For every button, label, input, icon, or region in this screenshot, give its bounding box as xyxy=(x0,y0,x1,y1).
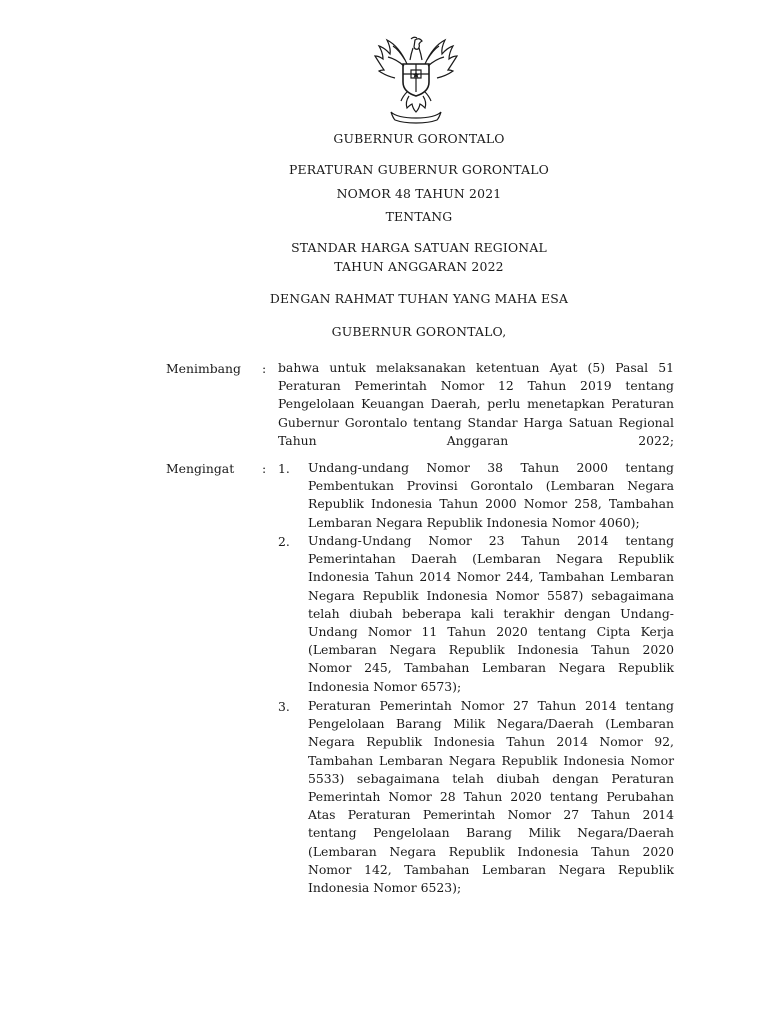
regulation-number: NOMOR 48 TAHUN 2021 xyxy=(336,186,502,201)
mengingat-label: Mengingat xyxy=(166,461,235,476)
menimbang-label: Menimbang xyxy=(166,361,241,376)
authority: GUBERNUR GORONTALO, xyxy=(331,324,507,339)
menimbang-text: bahwa untuk melaksanakan ketentuan Ayat (5) Pasal 51 Peraturan Pemerintah Nomor 12 Tahun 2019 tentang Pengelolaan Keuangan Daerah, perlu menetapkan Peraturan Gubernur Gorontalo tentang Standar Harga Satuan Regional Tahun Anggaran 2022; xyxy=(278,360,674,448)
menimbang-colon: : xyxy=(262,361,267,376)
list-item-number: 3. xyxy=(278,699,290,714)
list-item-number: 2. xyxy=(278,534,290,549)
list-item: Undang-Undang Nomor 23 Tahun 2014 tentang Pemerintahan Daerah (Lembaran Negara Republik Indonesia Tahun 2014 Nomor 244, Tambahan Lembaran Negara Republik Indonesia Nomor 5587) sebagaimana telah diubah beberapa kali terakhir dengan Undang-Undang Nomor 11 Tahun 2020 tentang Cipta Kerja (Lembaran Negara Republik Indonesia Tahun 2020 Nomor 245, Tambahan Lembaran Negara Republik Indonesia Nomor 6573); xyxy=(308,533,674,694)
regulation-title: PERATURAN GUBERNUR GORONTALO xyxy=(288,162,550,177)
issuer-title: GUBERNUR GORONTALO xyxy=(333,131,505,146)
subject-line-1: STANDAR HARGA SATUAN REGIONAL xyxy=(291,240,547,255)
garuda-emblem-icon xyxy=(371,34,461,126)
list-item: Undang-undang Nomor 38 Tahun 2000 tentang Pembentukan Provinsi Gorontalo (Lembaran Negara Republik Indonesia Tahun 2000 Nomor 258, Tambahan Lembaran Negara Republik Indonesia Nomor 4060); xyxy=(308,460,674,530)
list-item: Peraturan Pemerintah Nomor 27 Tahun 2014 tentang Pengelolaan Barang Milik Negara/Daerah (Lembaran Negara Republik Indonesia Tahun 2014 Nomor 92, Tambahan Lembaran Negara Republik Indonesia Nomor 5533) sebagaimana telah diubah dengan Peraturan Pemerintah Nomor 28 Tahun 2020 tentang Perubahan Atas Peraturan Pemerintah Nomor 27 Tahun 2014 tentang Pengelolaan Barang Milik Negara/Daerah (Lembaran Negara Republik Indonesia Tahun 2020 Nomor 142, Tambahan Lembaran Negara Republik Indonesia Nomor 6523); xyxy=(308,698,674,896)
invocation: DENGAN RAHMAT TUHAN YANG MAHA ESA xyxy=(269,291,569,306)
mengingat-colon: : xyxy=(262,461,267,476)
list-item-number: 1. xyxy=(278,461,290,476)
about-heading: TENTANG xyxy=(385,209,453,224)
subject-line-2: TAHUN ANGGARAN 2022 xyxy=(334,259,504,274)
